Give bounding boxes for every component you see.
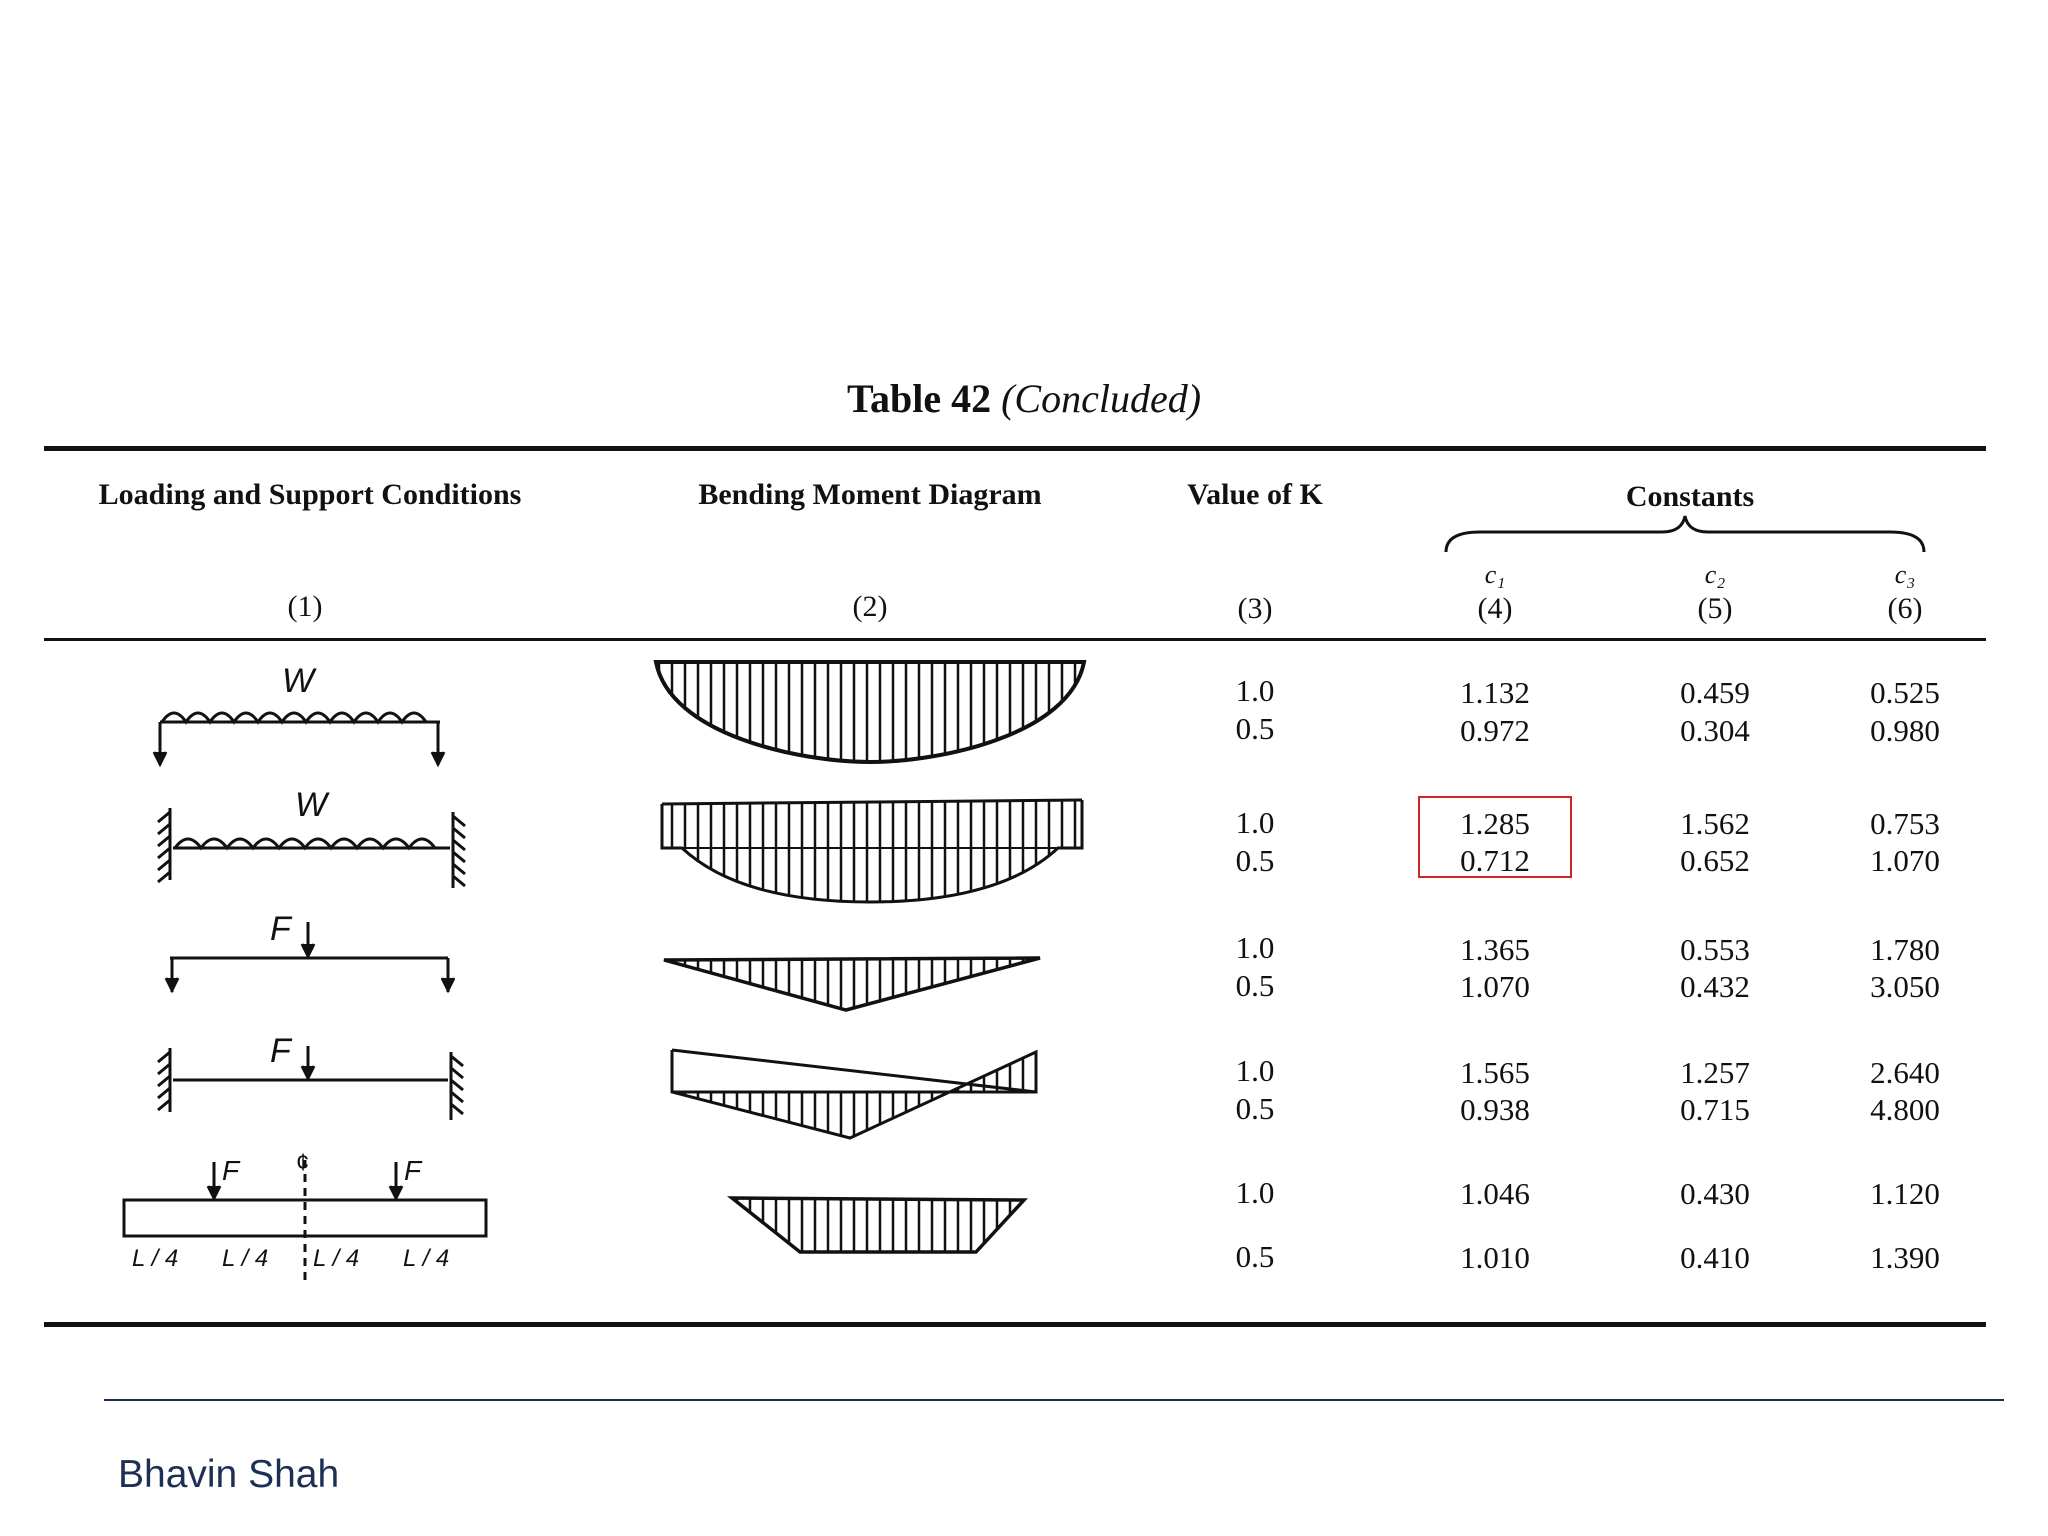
row5-c1a: 1.046 bbox=[1460, 1176, 1530, 1211]
row2-c2b: 0.652 bbox=[1680, 843, 1750, 878]
label-f-1: F bbox=[270, 910, 291, 948]
row1-k2: 0.5 bbox=[1235, 711, 1275, 746]
row3-c1a: 1.365 bbox=[1460, 932, 1530, 967]
bmd-triangle bbox=[664, 958, 1040, 1010]
row1-c3a: 0.525 bbox=[1870, 675, 1940, 710]
row3-c3a: 1.780 bbox=[1870, 932, 1940, 967]
colnum-5: (5) bbox=[1697, 592, 1733, 625]
label-centerline: ¢ bbox=[296, 1149, 310, 1176]
label-f-4: F bbox=[404, 1155, 422, 1186]
row1-c1a: 1.132 bbox=[1460, 675, 1530, 710]
table-title: Table 42 (Concluded) bbox=[846, 376, 1202, 421]
row2-k1: 1.0 bbox=[1235, 805, 1275, 840]
row5-c3b: 1.390 bbox=[1870, 1240, 1940, 1275]
label-f-3: F bbox=[222, 1155, 240, 1186]
bmd-fixed-point bbox=[672, 1050, 1036, 1138]
bmd-diagrams bbox=[640, 640, 1120, 1280]
row4-k2: 0.5 bbox=[1235, 1091, 1275, 1126]
row3-c2b: 0.432 bbox=[1680, 969, 1750, 1004]
label-w-2: W bbox=[295, 786, 328, 824]
loading-two-point bbox=[124, 1149, 486, 1280]
symbol-c2: c₂ bbox=[1704, 560, 1726, 589]
row4-c1b: 0.938 bbox=[1460, 1092, 1530, 1127]
label-f-2: F bbox=[270, 1032, 291, 1070]
label-quarter-3: L / 4 bbox=[313, 1245, 360, 1272]
header-k: Value of K bbox=[1187, 478, 1323, 511]
header-loading: Loading and Support Conditions bbox=[98, 478, 522, 511]
row2-k2: 0.5 bbox=[1235, 843, 1275, 878]
bmd-fixed-udl bbox=[662, 800, 1082, 902]
header-bmd: Bending Moment Diagram bbox=[698, 478, 1042, 511]
row1-c2a: 0.459 bbox=[1680, 675, 1750, 710]
footer-author: Bhavin Shah bbox=[118, 1453, 340, 1496]
loading-point-fixed bbox=[158, 1032, 463, 1120]
row1-k1: 1.0 bbox=[1235, 673, 1275, 708]
row3-k2: 0.5 bbox=[1235, 968, 1275, 1003]
row5-k1: 1.0 bbox=[1235, 1175, 1275, 1210]
colnum-1: (1) bbox=[287, 590, 323, 623]
row5-c3a: 1.120 bbox=[1870, 1176, 1940, 1211]
row2-c1b: 0.712 bbox=[1460, 843, 1530, 878]
constants-brace bbox=[1440, 510, 1930, 560]
bmd-trapezoid bbox=[732, 1198, 1024, 1252]
row2-c3a: 0.753 bbox=[1870, 806, 1940, 841]
row3-c3b: 3.050 bbox=[1870, 969, 1940, 1004]
row5-c2b: 0.410 bbox=[1680, 1240, 1750, 1275]
row4-c3a: 2.640 bbox=[1870, 1055, 1940, 1090]
row2-c1a: 1.285 bbox=[1460, 806, 1530, 841]
row5-c2a: 0.430 bbox=[1680, 1176, 1750, 1211]
row3-c1b: 1.070 bbox=[1460, 969, 1530, 1004]
row4-c1a: 1.565 bbox=[1460, 1055, 1530, 1090]
row5-k2: 0.5 bbox=[1235, 1239, 1275, 1274]
symbol-c1: c₁ bbox=[1484, 560, 1506, 589]
loading-point-simple bbox=[166, 910, 454, 992]
label-quarter-1: L / 4 bbox=[132, 1245, 179, 1272]
colnum-4: (4) bbox=[1477, 592, 1513, 625]
row1-c1b: 0.972 bbox=[1460, 713, 1530, 748]
colnum-2: (2) bbox=[852, 590, 888, 623]
row4-k1: 1.0 bbox=[1235, 1053, 1275, 1088]
top-rule bbox=[44, 446, 1986, 451]
colnum-6: (6) bbox=[1887, 592, 1923, 625]
loading-diagrams bbox=[110, 640, 530, 1280]
row4-c2b: 0.715 bbox=[1680, 1092, 1750, 1127]
row3-c2a: 0.553 bbox=[1680, 932, 1750, 967]
label-w-1: W bbox=[282, 662, 315, 700]
row1-c2b: 0.304 bbox=[1680, 713, 1750, 748]
bmd-parabola bbox=[656, 662, 1084, 762]
row5-c1b: 1.010 bbox=[1460, 1240, 1530, 1275]
symbol-c3: c₃ bbox=[1894, 560, 1916, 589]
row2-c2a: 1.562 bbox=[1680, 806, 1750, 841]
highlight-box bbox=[1418, 796, 1572, 878]
row2-c3b: 1.070 bbox=[1870, 843, 1940, 878]
bottom-rule bbox=[44, 1322, 1986, 1327]
row1-c3b: 0.980 bbox=[1870, 713, 1940, 748]
footer-divider bbox=[104, 1399, 2004, 1401]
label-quarter-4: L / 4 bbox=[403, 1245, 450, 1272]
header-constants: Constants bbox=[1625, 480, 1755, 513]
row4-c2a: 1.257 bbox=[1680, 1055, 1750, 1090]
colnum-3: (3) bbox=[1237, 592, 1273, 625]
row3-k1: 1.0 bbox=[1235, 930, 1275, 965]
row4-c3b: 4.800 bbox=[1870, 1092, 1940, 1127]
label-quarter-2: L / 4 bbox=[222, 1245, 269, 1272]
loading-udl-fixed bbox=[158, 786, 465, 888]
loading-udl-simple bbox=[154, 662, 444, 765]
